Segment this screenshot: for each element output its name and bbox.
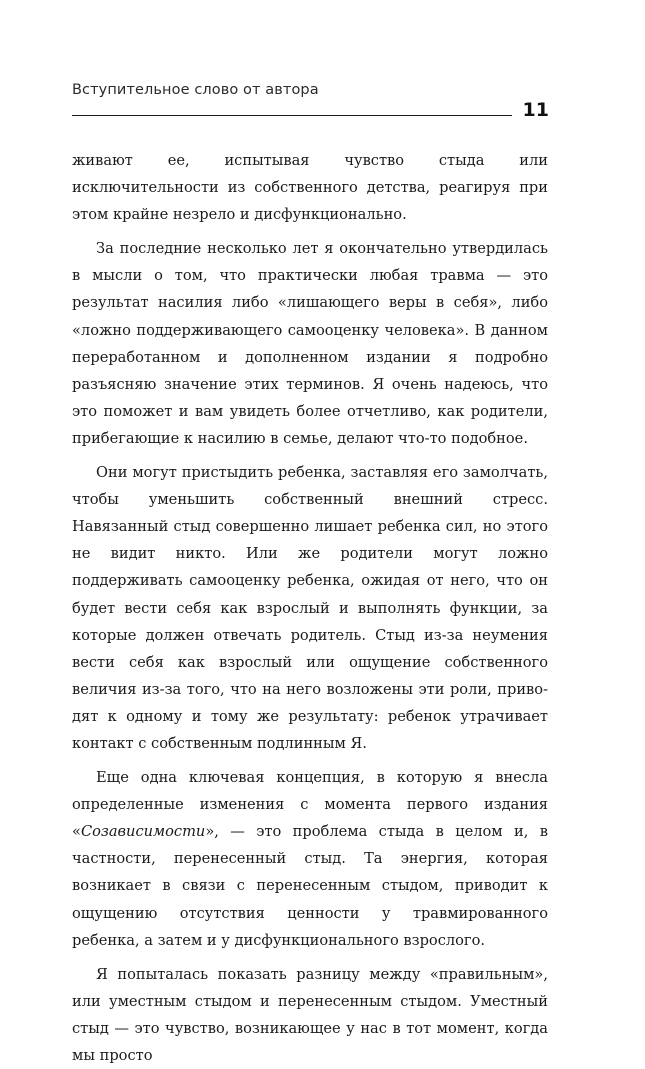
paragraph: За последние несколько лет я окончательно утвердилась в мысли о том, что практически любая травма — это результат насилия либо «лишающего веры в себя», либо «ложно поддерживающего самооценку человека». В данном переработанном и дополненном издании я подробно разъясняю значение этих терминов. Я очень надеюсь, что это поможет и вам увидеть более отчетливо, как родители, прибегающие к насилию в семье, делают что-то подобное. (72, 240, 548, 447)
header-rule (72, 115, 512, 116)
body-text (72, 147, 548, 1069)
paragraph: Еще одна ключевая концепция, в которую я внесла определенные изменения с момента первого издания «Созависимости», — это проблема стыда в целом и, в частности, перенесенный стыд. Та энергия, которая возникает в связи с перенесенным стыдом, приводит к ощущению отсутствия ценности у травмированного ребенка, а затем и у дисфункционального взрослого. (72, 769, 548, 949)
paragraph: Они могут пристыдить ребенка, заставляя его замолчать, чтобы уменьшить собственный внешний стресс. Навязанный стыд совершенно лишает ребенка сил, но этого не видит никто. Или же родители могут ложно поддерживать самооценку ребенка, ожидая от него, что он будет вести себя как взрослый и выполнять функции, за которые должен отвечать родитель. Стыд из-за неумения вести себя как взрослый или ощущение собственного величия из-за того, что на него возложены эти роли, приводят к одному и тому же результату: ребенок утрачивает контакт с собственным подлинным Я. (72, 464, 548, 752)
running-title: Вступительное слово от автора (72, 82, 319, 98)
page-number: 11 (522, 99, 549, 121)
book-title: Созависимости (80, 823, 206, 841)
paragraph: Я попыталась показать разницу между «правильным», или уместным стыдом и перенесенным стыдом. Уместный стыд — это чувство, возникающее у нас в тот момент, когда мы просто (72, 965, 548, 1064)
paragraph-continued: живают ее, испытывая чувство стыда или исключительности из собственного детства, реагируя при этом крайне незрело и дисфункционально. (72, 152, 548, 224)
